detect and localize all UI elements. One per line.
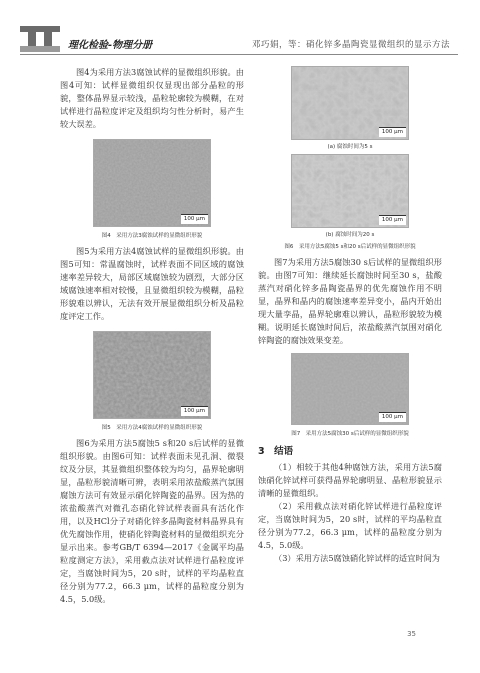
figure-4-caption: 图4 采用方法3腐蚀试样的显微组织形貌 <box>101 233 203 239</box>
journal-logo <box>20 26 60 52</box>
scale-bar: 100 μm <box>379 412 406 422</box>
journal-name: 理化检验-物理分册 <box>68 40 153 51</box>
figure-6-caption: 图6 采用方法5腐蚀5 s和20 s后试样的显微组织形貌 <box>284 244 416 250</box>
left-column <box>60 66 244 606</box>
figure-5-micrograph <box>93 331 211 419</box>
page-number: 35 <box>407 630 416 638</box>
scale-bar: 100 μm <box>379 127 406 137</box>
paragraph-fig5: 图5为采用方法4腐蚀试样的显微组织形貌。由图5可知：常温腐蚀时，试样表面不同区域的腐蚀速率差异较大，局部区域腐蚀较为剧烈，大部分区域腐蚀速率相对较慢，且显微组织较为模糊，晶粒形貌难以辨认，无法有效开展显微组织分析及晶粒度评定工作。 <box>60 246 244 321</box>
figure-6b-subcaption: (b) 腐蚀时间为20 s <box>325 232 375 238</box>
figure-6a-micrograph <box>291 66 409 140</box>
section-heading-conclusion: 3 结语 <box>258 446 294 457</box>
header-rule <box>20 54 458 55</box>
figure-6b-micrograph <box>291 154 409 228</box>
running-head: 邓巧娟，等：硝化锌多晶陶瓷显微组织的显示方法 <box>251 40 450 50</box>
figure-7-caption: 图7 采用方法5腐蚀30 s后试样的显微组织形貌 <box>291 431 409 437</box>
paragraph-fig4: 图4为采用方法3腐蚀试样的显微组织形貌。由图4可知：试样显微组织仅显现出部分晶粒的形貌，整体晶界显示较浅，晶粒轮廓较为模糊，在对试样进行晶粒度评定及组织均匀性分析时，易产生较大误差。 <box>60 67 244 129</box>
paragraph-fig7: 图7为采用方法5腐蚀30 s后试样的显微组织形貌。由图7可知：继续延长腐蚀时间至30 s，盐酸蒸汽对硝化锌多晶陶瓷晶界的优先腐蚀作用不明显，晶界和晶内的腐蚀速率差异变小，晶内开始出现大量孪晶，晶界轮廓难以辨认，晶粒形貌较为模糊。说明延长腐蚀时间后，浓盐酸蒸汽氛围对硝化锌陶瓷的腐蚀效果变差。 <box>258 257 442 345</box>
right-column <box>258 66 442 565</box>
paragraph-fig6: 图6为采用方法5腐蚀5 s和20 s后试样的显微组织形貌。由图6可知：试样表面未见孔洞、微裂纹及分层，其显微组织整体较为均匀，晶界轮廓明显，晶粒形貌清晰可辨，表明采用浓盐酸蒸汽氛围腐蚀方法可有效显示硝化锌陶瓷的晶界。因为热的浓盐酸蒸汽对微孔态硝化锌试样表面具有活化作用，以及HCl分子对硝化锌多晶陶瓷材料晶界具有优先腐蚀作用，使硝化锌陶瓷材料的显微组织充分显示出来。参考GB/T 6394—2017《金属平均晶粒度测定方法》，采用截点法对试样进行晶粒度评定，当腐蚀时间为5，20 s时，试样的平均晶粒直径分别为77.2，66.3 μm，试样的晶粒度分别为4.5，5.0级。 <box>60 438 244 604</box>
conclusion-item-3: （3）采用方法5腐蚀硝化锌试样的适宜时间为 <box>274 553 440 563</box>
page-header <box>0 0 480 54</box>
conclusion-item-1: （1）相较于其他4种腐蚀方法，采用方法5腐蚀硝化锌试样可获得晶界轮廓明显、晶粒形貌显示清晰的显微组织。 <box>258 462 442 498</box>
figure-4-micrograph <box>93 139 211 227</box>
scale-bar: 100 μm <box>379 215 406 225</box>
figure-7-micrograph <box>291 353 409 425</box>
scale-bar: 100 μm <box>181 406 208 416</box>
conclusion-item-2: （2）采用截点法对硝化锌试样进行晶粒度评定，当腐蚀时间为5，20 s时，试样的平均晶粒直径分别为77.2，66.3 μm，试样的晶粒度分别为4.5，5.0级。 <box>258 501 442 550</box>
scale-bar: 100 μm <box>181 214 208 224</box>
figure-5-caption: 图5 采用方法4腐蚀试样的显微组织形貌 <box>101 425 203 431</box>
figure-6a-subcaption: (a) 腐蚀时间为5 s <box>327 144 373 150</box>
